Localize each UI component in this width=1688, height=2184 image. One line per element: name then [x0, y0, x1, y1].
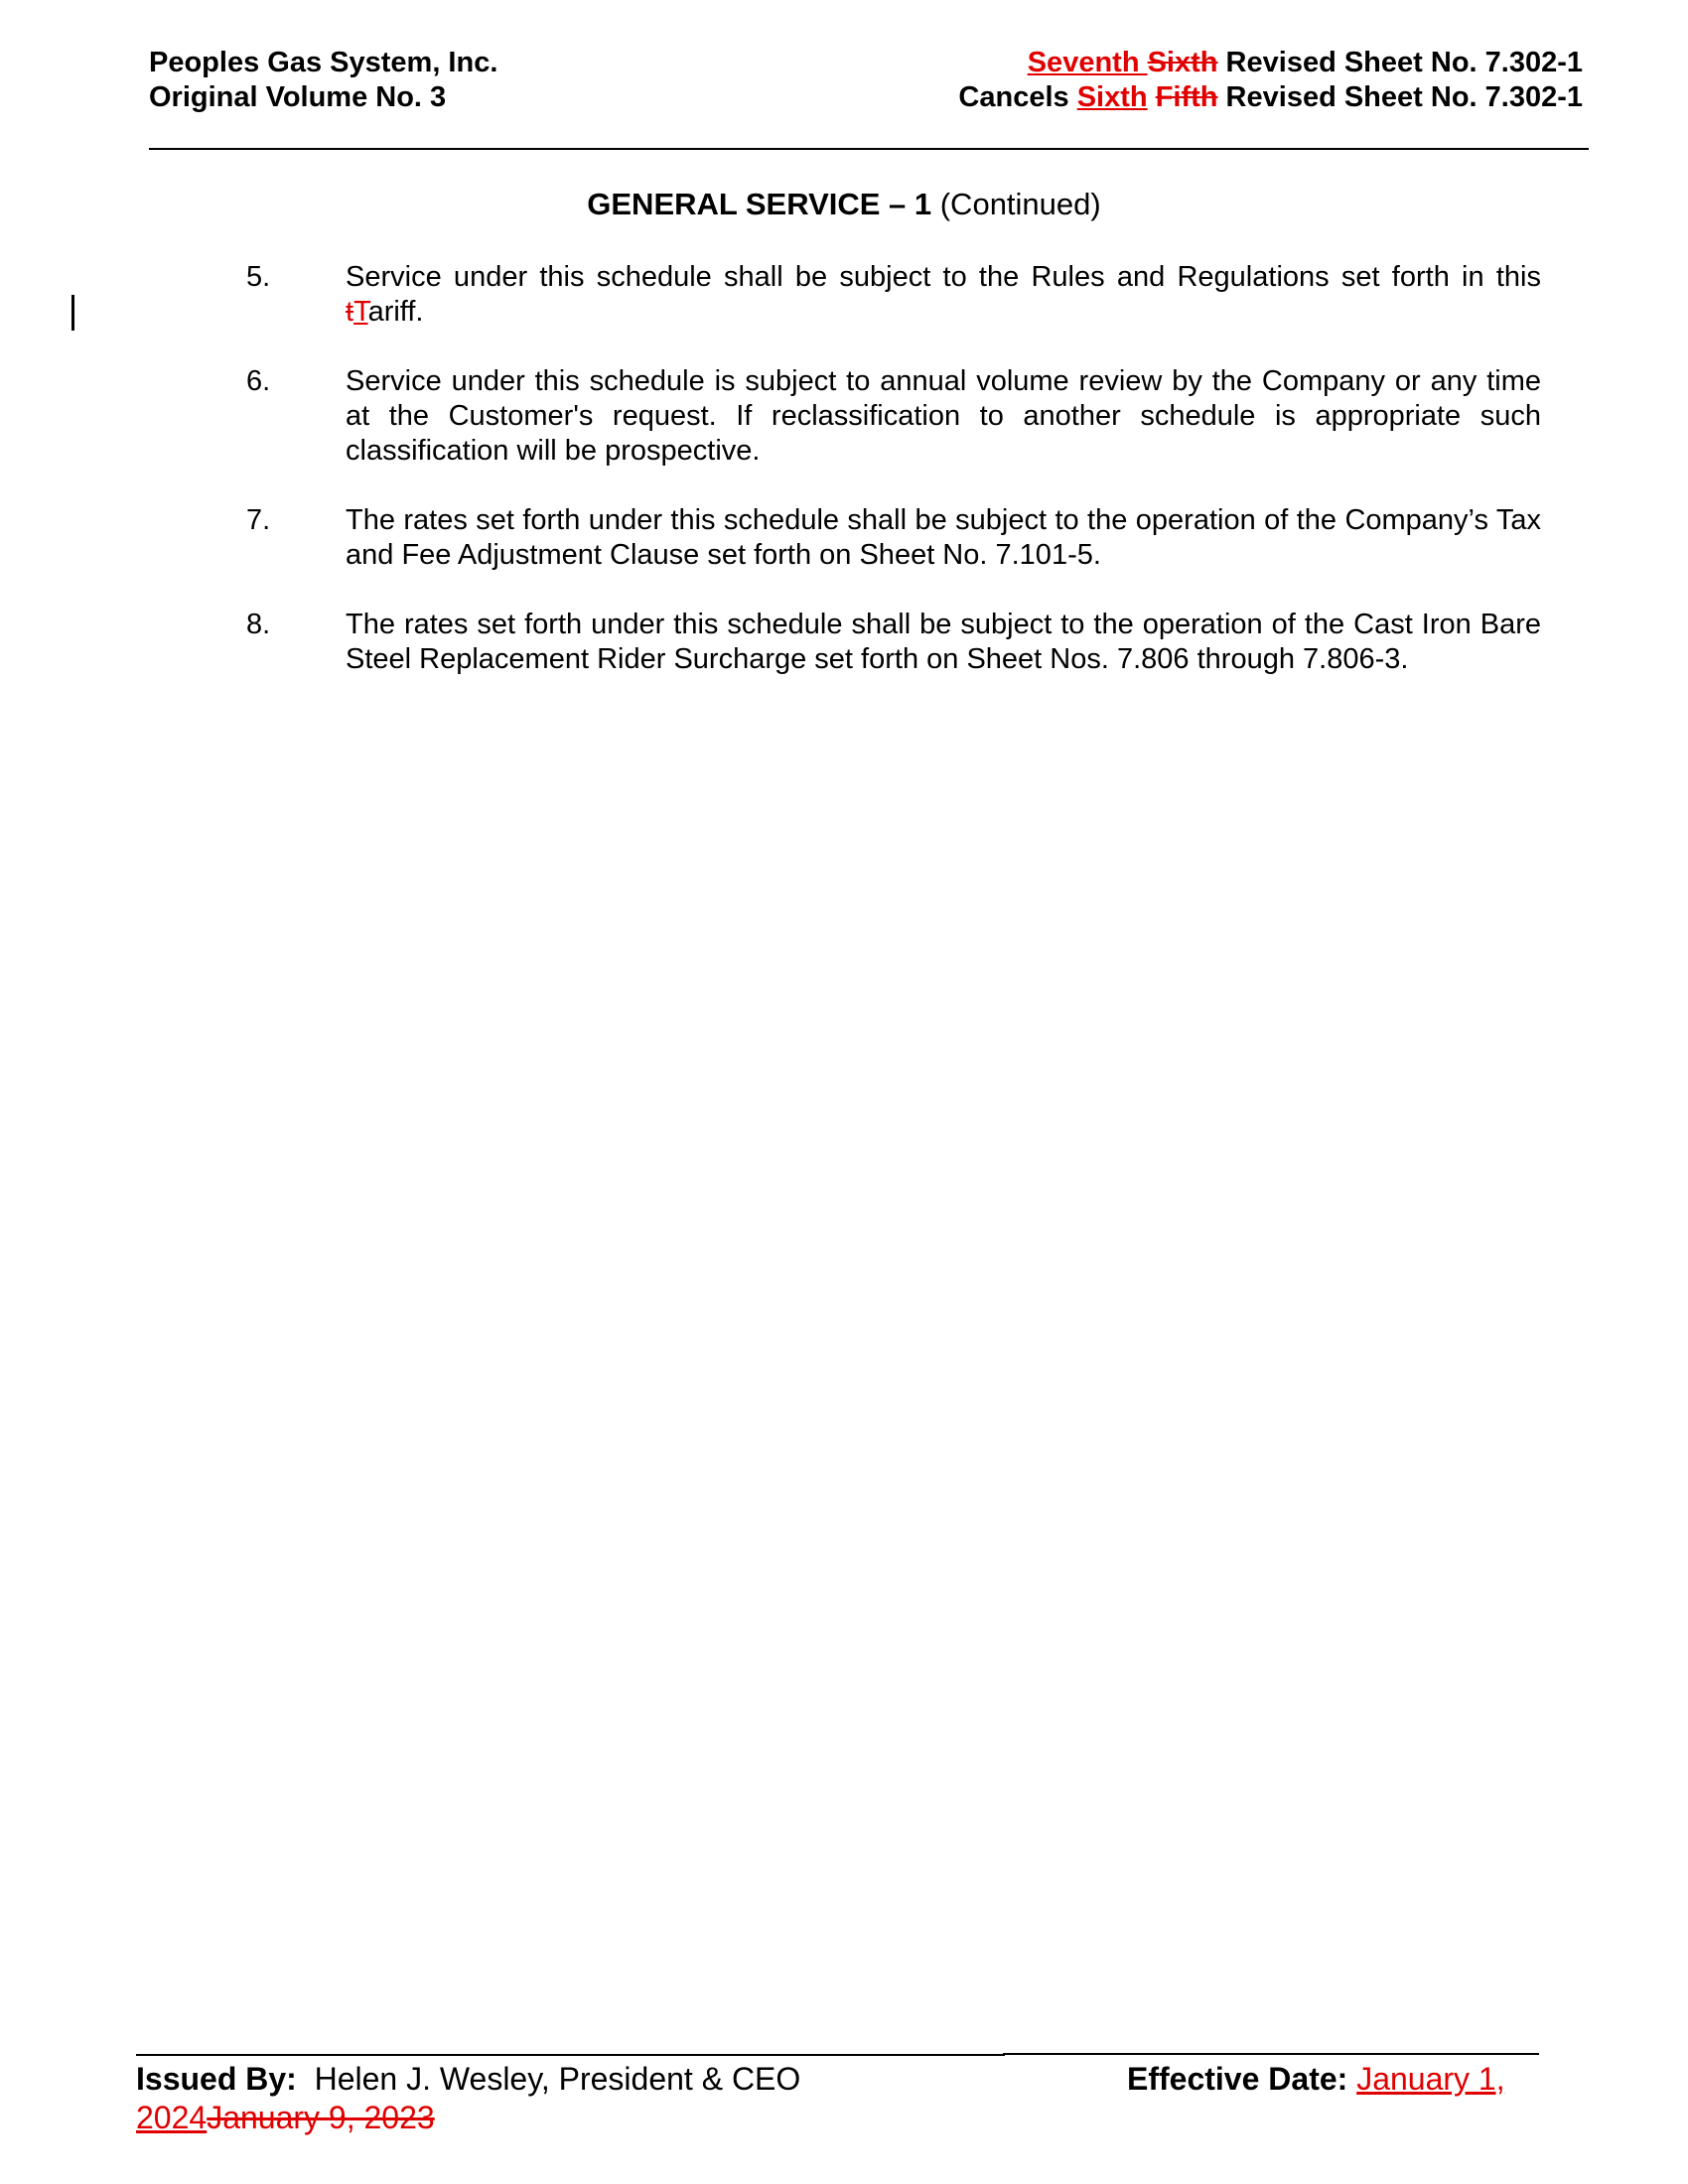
page-title [0, 187, 1688, 222]
cancels-prefix: Cancels [958, 81, 1077, 113]
revision-change-bar [71, 295, 74, 331]
title-suffix: (Continued) [931, 187, 1101, 221]
effective-date-continued [136, 2099, 435, 2136]
item-number: 7. [246, 504, 271, 536]
sheet-number: Revised Sheet No. 7.302-1 [1217, 81, 1583, 113]
deleted-text: t [346, 296, 354, 328]
footer-divider [136, 2054, 1005, 2056]
inserted-revision: Sixth [1076, 81, 1148, 113]
inserted-text: T [353, 296, 368, 328]
company-name: Peoples Gas System, Inc. [149, 47, 498, 78]
sheet-number: Revised Sheet No. 7.302-1 [1217, 47, 1583, 78]
item-number: 5. [246, 261, 271, 293]
volume-label: Original Volume No. 3 [149, 81, 447, 113]
item-number: 6. [246, 365, 271, 397]
cancels-line [958, 80, 1583, 115]
item-text: The rates set forth under this schedule shall be subject to the operation of the Company’s Tax and Fee Adjustment Clause set forth on Sheet No. 7.101-5. [346, 504, 1541, 571]
header-right [958, 46, 1583, 115]
deleted-revision: Sixth [1147, 47, 1218, 78]
issued-by [136, 2060, 800, 2098]
footer-divider [1003, 2053, 1539, 2055]
effective-label: Effective Date: [1127, 2061, 1348, 2097]
issued-label: Issued By: [136, 2061, 297, 2097]
issued-value: Helen J. Wesley, President & CEO [296, 2061, 801, 2097]
header-divider [149, 148, 1589, 150]
item-text: Service under this schedule shall be subject to the Rules and Regulations set forth in this tTariff. [346, 261, 1541, 328]
header-left [149, 46, 497, 115]
effective-date-inserted: January 1, [1356, 2061, 1505, 2097]
item-number: 8. [246, 609, 271, 640]
effective-date-deleted: January 9, 2023 [207, 2100, 435, 2135]
item-text: The rates set forth under this schedule shall be subject to the operation of the Cast Iron Bare Steel Replacement Rider Surcharge set forth on Sheet Nos. 7.806 through 7.806-3. [346, 609, 1541, 675]
item-text: Service under this schedule is subject to annual volume review by the Company or any time at the Customer's request. If reclassification to another schedule is appropriate such classification will be prospective. [346, 365, 1541, 467]
title-bold: GENERAL SERVICE – 1 [587, 187, 932, 221]
sheet-revision-line [958, 46, 1583, 80]
effective-date [1127, 2060, 1505, 2098]
effective-year-inserted: 2024 [136, 2100, 208, 2135]
deleted-revision: Fifth [1155, 81, 1218, 113]
inserted-revision: Seventh [1027, 47, 1148, 78]
